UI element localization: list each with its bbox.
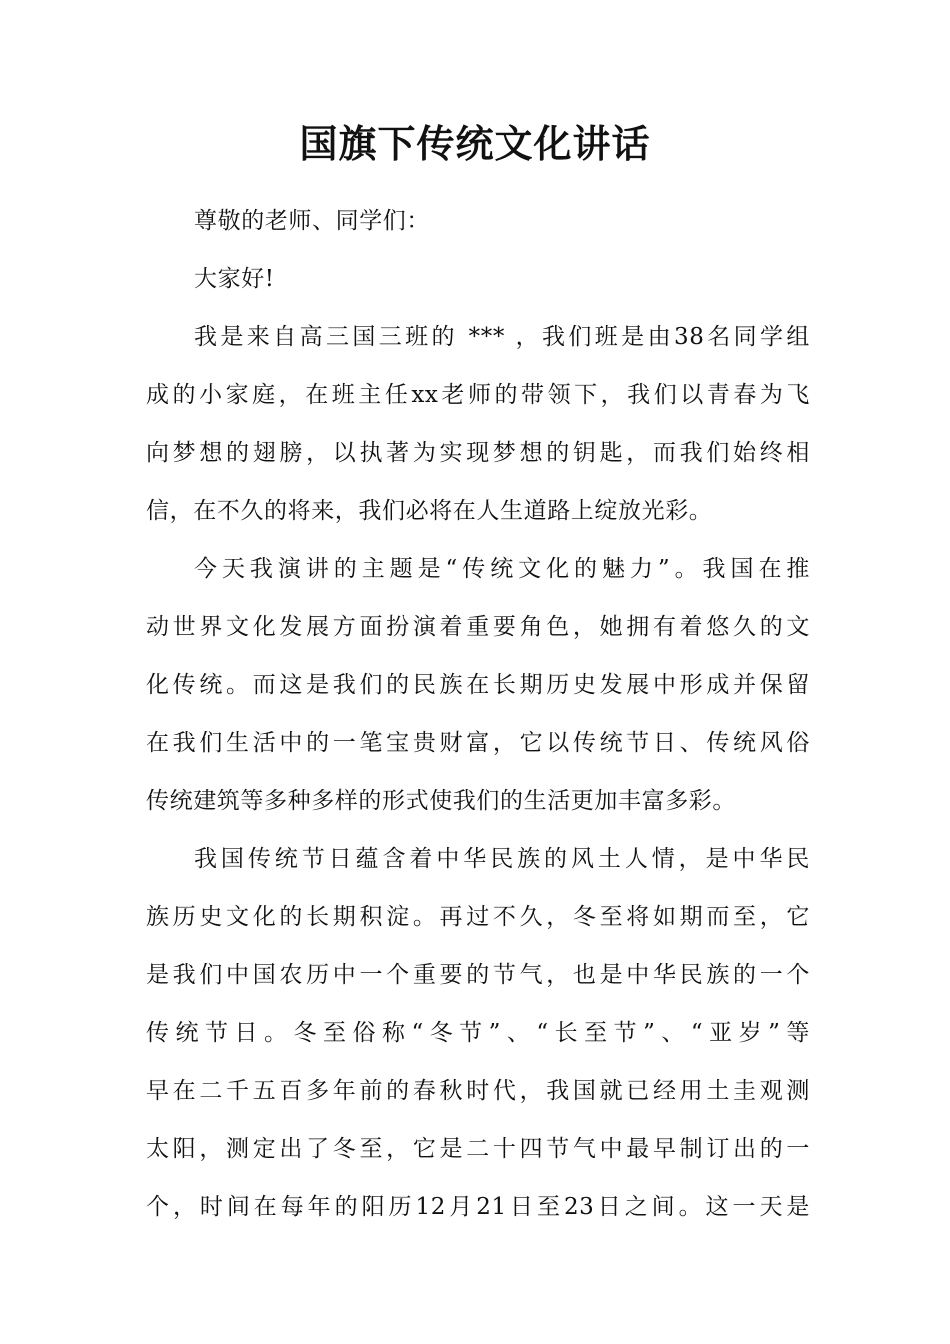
text-line: 我是来自高三国三班的 *** ，我们班是由38名同学组: [194, 324, 810, 350]
document-body: [146, 192, 810, 1236]
text-line: 信，在不久的将来，我们必将在人生道路上绽放光彩。: [146, 498, 713, 524]
page-title: 国旗下传统文化讲话: [299, 121, 651, 166]
text-line: 今天我演讲的主题是“传统文化的魅力”。我国在推: [194, 556, 810, 582]
text-line: 成的小家庭，在班主任xx老师的带领下，我们以青春为飞: [146, 382, 810, 408]
hello-line: 大家好!: [194, 266, 275, 292]
text-line: 在我们生活中的一笔宝贵财富，它以传统节日、传统风俗: [146, 730, 810, 756]
text-line: 传统建筑等多种多样的形式使我们的生活更加丰富多彩。: [146, 788, 736, 814]
text-line: 个，时间在每年的阳历12月21日至23日之间。这一天是: [146, 1194, 810, 1220]
greeting-line: 尊敬的老师、同学们：: [194, 208, 430, 234]
text-line: 传统节日。冬至俗称“冬节”、“长至节”、“亚岁”等: [146, 1020, 810, 1046]
paragraph-festivals: [146, 830, 810, 1236]
text-line: 动世界文化发展方面扮演着重要角色，她拥有着悠久的文: [146, 614, 810, 640]
text-line: 我国传统节日蕴含着中华民族的风土人情，是中华民: [194, 846, 810, 872]
text-line: 化传统。而这是我们的民族在长期历史发展中形成并保留: [146, 672, 810, 698]
text-line: 族历史文化的长期积淀。再过不久，冬至将如期而至，它: [146, 904, 810, 930]
text-line: 是我们中国农历中一个重要的节气，也是中华民族的一个: [146, 962, 810, 988]
paragraph-introduction: [146, 308, 810, 540]
text-line: 早在二千五百多年前的春秋时代，我国就已经用土圭观测: [146, 1078, 810, 1104]
text-line: 太阳，测定出了冬至，它是二十四节气中最早制订出的一: [146, 1136, 810, 1162]
text-line: 向梦想的翅膀，以执著为实现梦想的钥匙，而我们始终相: [146, 440, 810, 466]
paragraph-theme: [146, 540, 810, 830]
